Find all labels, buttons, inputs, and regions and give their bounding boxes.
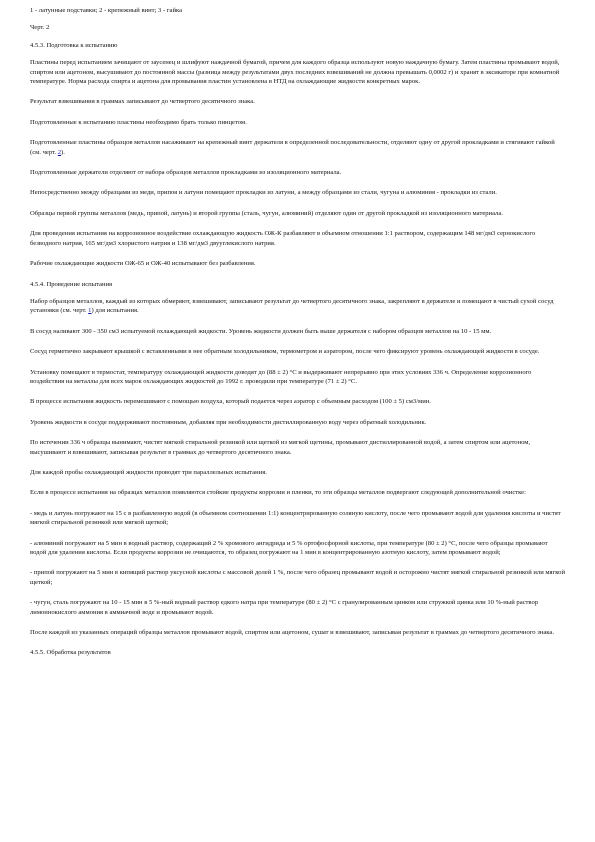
paragraph: Рабочие охлаждающие жидкости ОЖ-65 и ОЖ-40 испытывают без разбавления. (30, 260, 256, 268)
chart-reference-link[interactable]: 1 (88, 307, 92, 315)
paragraph: По истечении 336 ч образцы вынимают, чистят мягкой стиральной резинкой или щеткой из мягкой щетины, промывают дистиллированной водой, а затем спиртом или ацетоном, высушивают и взвешивают, записывая результат в граммах до четвертого десятичного знака. (30, 439, 531, 456)
paragraph: В процессе испытания жидкость перемешивают с помощью воздуха, который подается через аэратор с объемным расходом (100 ± 5) см3/мин. (30, 398, 431, 406)
figure-caption: 1 - латунные подставки; 2 - крепежный винт; 3 - гайка (30, 7, 182, 14)
paragraph: Непосредственно между образцами из меди, припоя и латуни помещают прокладки из латуни, а между образцами из стали, чугуна и алюминия - прокладки из стали. (30, 189, 497, 197)
paragraph: Сосуд герметично закрывают крышкой с вставленными в нее обратным холодильником, термометром и аэратором, после чего фиксируют уровень охлаждающей жидкости в сосуде. (30, 348, 540, 356)
list-item: - чугун, сталь погружают на 10 - 15 мин в 5 %-ный водный раствор едкого натра при температуре (80 ± 2) °С с гранулированным цинком или стружкой цинка или 10 %-ный раствор лимоннокислого аммония в аммиачной воде и промывают водой. (30, 599, 539, 616)
paragraph: Результат взвешивания в граммах записывают до четвертого десятичного знака. (30, 98, 255, 106)
list-item: - медь и латунь погружают на 15 с в разбавленную водой (в объемном соотношении 1:1) концентрированную соляную кислоту, после чего промывают водой для удаления кислоты и чистят мягкой стиральной резинкой или мягкой щеткой; (30, 509, 561, 527)
chart-reference-link[interactable]: 2 (57, 148, 62, 156)
paragraph: Подготовленные держатели отделяют от набора образцов металлов прокладками из изоляционного материала. (30, 169, 342, 177)
paragraph: В сосуд наливают 300 - 350 см3 испытуемой охлаждающей жидкости. Уровень жидкости должен быть выше держателя с набором образцов металлов на 10 - 15 мм. (30, 327, 492, 335)
paragraph: Установку помещают в термостат, температуру охлаждающей жидкости доводят до (88 ± 2) °С и выдерживают непрерывно при этих условиях 336 ч. Определение коррозионного воздействия на металлы для всех марок охлаждающих жидкостей до 1992 г. проводили при температуре (71 ± 2) °С. (30, 368, 532, 385)
paragraph: Для проведения испытания на коррозионное воздействие охлаждающую жидкость ОЖ-К разбавляют в объемном отношении 1:1 раствором, содержащим 148 мг/дм3 сернокислого безводного натрия, 165 мг/дм3 хлористого натрия и 138 мг/дм3 двууглекислого натрия. (30, 230, 536, 247)
document-page (30, 6, 565, 666)
paragraph: Для каждой пробы охлаждающей жидкости проводят три параллельных испытания. (30, 468, 267, 476)
section-heading-test: 4.5.4. Проведение испытания (30, 280, 113, 288)
paragraph: Пластины перед испытанием зачищают от заусенец и шлифуют наждачной бумагой, причем для каждого образца используют новую наждачную бумагу. Затем пластины промывают водой, спиртом или ацетоном, высушивают до постоянной массы (разница между результатами двух последних взвешиваний не должна превышать 0,0002 г) и хранят в эксикаторе при комнатной температуре. Норма расхода спирта и ацетона для промывания пластин установлена в НТД на охлаждающие жидкости конкретных марок. (30, 59, 560, 86)
paragraph: Подготовленные к испытанию пластины необходимо брать только пинцетом. (30, 118, 247, 126)
chart-label: Черт. 2 (30, 24, 50, 32)
paragraph: Уровень жидкости в сосуде поддерживают постоянным, добавляя при необходимости дистиллированную воду через обратный холодильник. (30, 418, 427, 426)
section-heading-results: 4.5.5. Обработка результатов (30, 649, 111, 657)
paragraph: Если в процессе испытания на образцах металлов появляются стойкие продукты коррозии и пленки, то эти образцы металлов подвергают следующей дополнительной очистке: (30, 489, 526, 497)
paragraph-with-link: Набор образцов металлов, каждый из которых обмеряют, взвешивают, записывают результат до четвертого десятичного знака, закрепляют в держателе и помещают в чистый сухой сосуд установки (см. черт. 1) для испытания. (30, 297, 554, 315)
paragraph: После каждой из указанных операций образцы металлов промывают водой, спиртом или ацетоном, сушат и взвешивают, записывая результат в граммах до четвертого десятичного знака. (30, 629, 554, 637)
paragraph: Образцы первой группы металлов (медь, припой, латунь) и второй группы (сталь, чугун, алюминий) отделяют один от другой прокладкой из изоляционного материала. (30, 209, 503, 217)
list-item: - припой погружают на 5 мин в кипящий раствор уксусной кислоты с массовой долей 1 %, после чего образец промывают водой и осторожно чистят мягкой стиральной резинкой или мягкой щеткой; (30, 569, 565, 586)
section-heading-prep: 4.5.3. Подготовка к испытанию (30, 41, 118, 49)
list-item: - алюминий погружают на 5 мин в водный раствор, содержащий 2 % хромового ангидрида и 5 % ортофосфорной кислоты, при температуре (80 ± 2) °С, после чего образцы промывают водой для удаления кислоты. Если продукты коррозии не очищаются, то образец погружают на 1 мин в концентрированную азотную кислоту, затем промывают водой; (30, 539, 548, 556)
paragraph-with-link: Подготовленные пластины образцов металлов насаживают на крепежный винт держателя в определенной последовательности, отделяют одну от другой прокладками и стягивают гайкой (см. черт. 2). (30, 139, 555, 156)
